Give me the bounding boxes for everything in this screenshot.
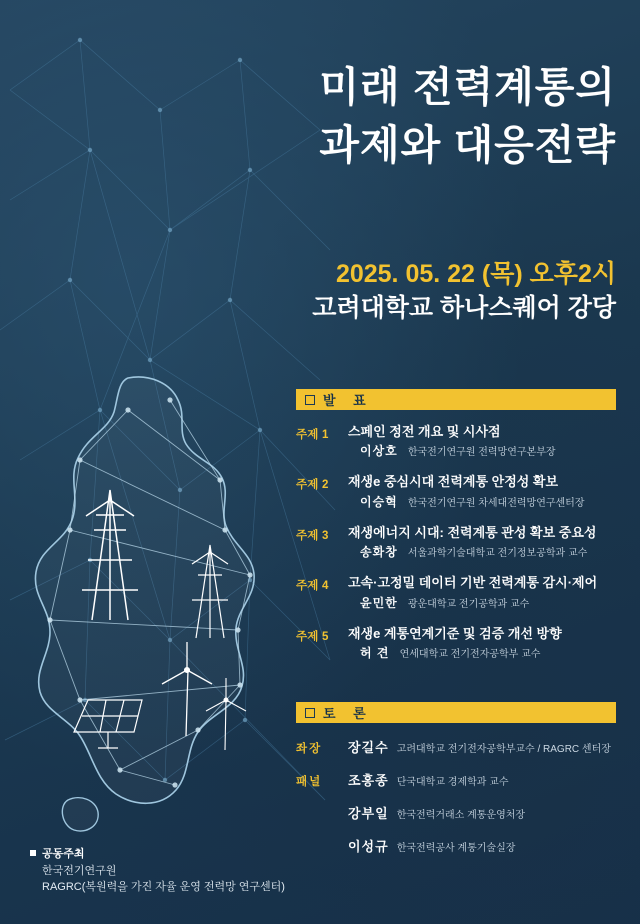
- square-bullet-icon: [305, 395, 315, 405]
- panel-section-header: [296, 702, 616, 723]
- panel-affiliation: 고려대학교 전기전자공학부교수 / RAGRC 센터장: [396, 744, 611, 755]
- event-venue: 고려대학교 하나스퀘어 강당: [312, 293, 616, 322]
- square-bullet-icon: [30, 850, 36, 856]
- talk-speaker-affiliation: 한국전기연구원 차세대전력망연구센터장: [407, 497, 585, 509]
- talk-item: [296, 474, 616, 509]
- talk-item: [296, 575, 616, 610]
- talk-speaker-name: 윤민한: [360, 595, 398, 610]
- panel-list: [296, 737, 616, 855]
- panel-row: [296, 803, 616, 822]
- talk-speaker-affiliation: 한국전기연구원 전력망연구본부장: [407, 447, 556, 459]
- footer-organizers: [30, 845, 330, 896]
- transmission-tower-icon: [82, 490, 138, 620]
- panel-role: 좌장: [296, 743, 323, 755]
- presentation-section-label: 발 표: [323, 393, 373, 408]
- talk-number: 주제 3: [296, 529, 329, 542]
- poster-title: [176, 58, 616, 174]
- korea-map-illustration: [10, 370, 310, 850]
- talk-speaker-name: 송화창: [360, 545, 398, 560]
- talk-number: 주제 4: [296, 580, 329, 593]
- talk-title: 재생e 중심시대 전력계통 안정성 확보: [348, 474, 559, 490]
- talk-item: [296, 424, 616, 459]
- talk-title: 고속·고정밀 데이터 기반 전력계통 감시·제어: [348, 575, 598, 591]
- wind-turbine-icon: [162, 642, 212, 736]
- footer-heading: 공동주최: [42, 848, 85, 861]
- square-bullet-icon: [305, 708, 315, 718]
- talk-list: [296, 424, 616, 661]
- panel-name: 이성규: [348, 839, 389, 854]
- talk-title: 재생에너지 시대: 전력계통 관성 확보 중요성: [348, 524, 597, 540]
- event-date: 2025. 05. 22 (목) 오후2시: [335, 260, 616, 288]
- talk-number: 주제 2: [296, 479, 329, 492]
- panel-name: 조홍종: [348, 773, 389, 788]
- talk-speaker-affiliation: 연세대학교 전기전자공학부 교수: [399, 649, 541, 660]
- talk-speaker-name: 허 견: [360, 646, 390, 660]
- footer-organizer-2: RAGRC(복원력을 가진 자율 운영 전력망 연구센터): [42, 881, 285, 894]
- panel-row: [296, 836, 616, 855]
- talk-number: 주제 5: [296, 630, 329, 643]
- talk-item: [296, 626, 616, 661]
- title-line-1: 미래 전력계통의: [319, 64, 616, 110]
- footer-heading-row: [30, 845, 330, 861]
- event-datetime-block: [176, 258, 616, 326]
- solar-panel-icon: [74, 700, 142, 748]
- talk-title: 스페인 정전 개요 및 시사점: [348, 424, 501, 439]
- panel-section: [296, 702, 616, 869]
- wind-turbine-icon: [206, 678, 246, 750]
- panel-affiliation: 단국대학교 경제학과 교수: [396, 777, 509, 788]
- talk-title: 재생e 계통연계기준 및 검증 개선 방향: [348, 625, 562, 641]
- panel-row: [296, 770, 616, 789]
- panel-row: [296, 737, 616, 756]
- panel-name: 강부일: [348, 806, 389, 821]
- talk-speaker-affiliation: 서울과학기술대학교 전기정보공학과 교수: [407, 548, 588, 560]
- panel-name: 장길수: [348, 740, 389, 755]
- talk-item: [296, 525, 616, 560]
- panel-role: 패널: [296, 776, 323, 788]
- title-line-2: 과제와 대응전략: [319, 122, 616, 169]
- panel-affiliation: 한국전력거래소 계통운영처장: [396, 810, 526, 821]
- panel-section-label: 토 론: [323, 706, 373, 721]
- talk-speaker-affiliation: 광운대학교 전기공학과 교수: [407, 598, 530, 610]
- talk-speaker-name: 이승혁: [360, 494, 398, 509]
- presentation-section-header: [296, 389, 616, 410]
- talk-number: 주제 1: [296, 429, 329, 441]
- panel-affiliation: 한국전력공사 계통기술실장: [396, 843, 516, 854]
- talk-speaker-name: 이상호: [360, 444, 398, 459]
- transmission-tower-icon: [192, 545, 228, 638]
- presentation-section: [296, 389, 616, 676]
- footer-organizer-1: 한국전기연구원: [42, 865, 117, 878]
